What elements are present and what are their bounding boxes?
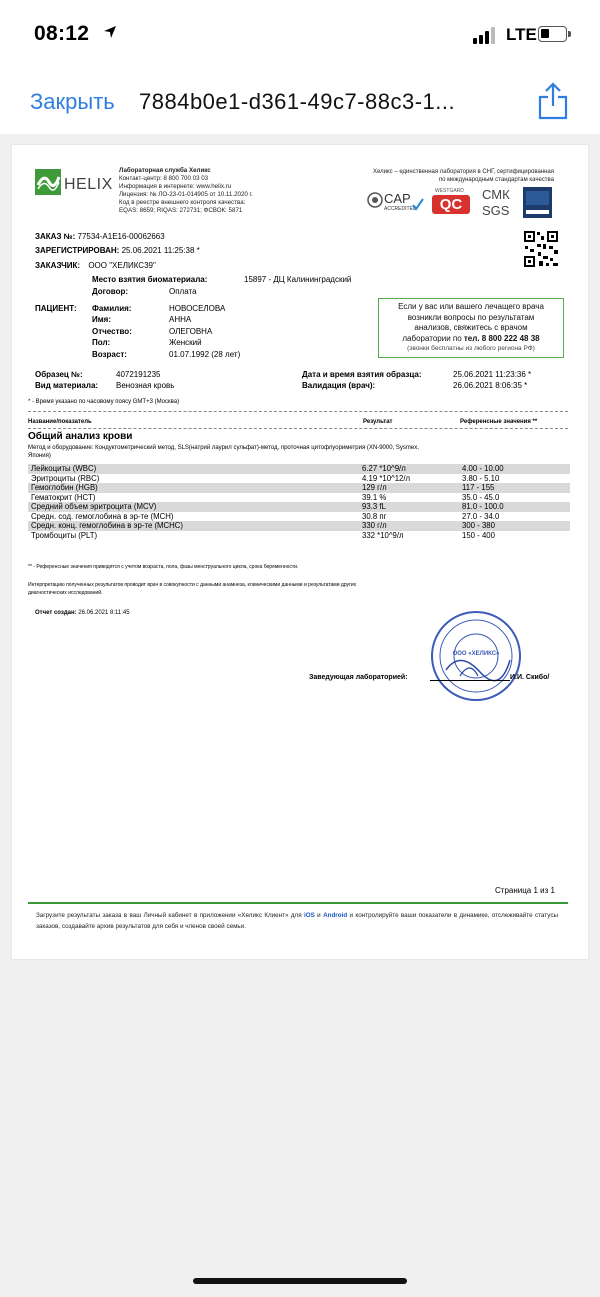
divider bbox=[28, 411, 568, 412]
contract-label: Договор: bbox=[92, 287, 129, 296]
place-value: 15897 - ДЦ Калининградский bbox=[244, 275, 352, 284]
lab-stamp bbox=[430, 610, 522, 702]
surname-value: НОВОСЕЛОВА bbox=[169, 304, 226, 313]
contract-value: Оплата bbox=[169, 287, 197, 296]
patronymic-label: Отчество: bbox=[92, 327, 132, 336]
material-label: Вид материала: bbox=[35, 381, 99, 390]
close-button[interactable]: Закрыть bbox=[30, 89, 115, 114]
table-row: Тромбоциты (PLT) 332 *10^9/л 150 - 400 bbox=[31, 530, 495, 540]
svg-text:CAP: CAP bbox=[384, 191, 411, 206]
interpretation-note: Интерпретацию полученных результатов проводит врач в совокупности с данными анамнеза, клиническими данными и результатами других bbox=[28, 582, 357, 588]
battery-cap bbox=[568, 31, 571, 37]
sample-label: Образец №: bbox=[35, 370, 83, 379]
validation-value: 26.06.2021 8:06:35 * bbox=[453, 381, 528, 390]
report-created: Отчет создан: 26.06.2021 8:11:45 bbox=[35, 610, 130, 616]
status-bar bbox=[0, 0, 600, 70]
sex-value: Женский bbox=[169, 338, 202, 347]
status-time: 08:12 bbox=[34, 22, 90, 45]
document-page bbox=[12, 145, 588, 959]
svg-text:ACCREDITED: ACCREDITED bbox=[384, 206, 417, 212]
footer-line bbox=[28, 902, 568, 904]
table-row: Средний объем эритроцита (MCV) 93.3 fL 81.0 - 100.0 bbox=[28, 502, 570, 512]
validation-label: Валидация (врач): bbox=[302, 381, 376, 390]
table-row: Средн. сод. гемоглобина в эр-те (MCH) 30.8 пг 27.0 - 34.0 bbox=[31, 511, 500, 521]
name-value: АННА bbox=[169, 315, 192, 324]
battery-icon bbox=[538, 26, 567, 42]
method-text-2: Япония) bbox=[28, 453, 51, 459]
westgard-label: WESTGARD bbox=[435, 188, 464, 194]
sex-label: Пол: bbox=[92, 338, 111, 347]
location-arrow-icon bbox=[103, 25, 117, 39]
column-result-header: Результат bbox=[363, 419, 393, 425]
cellular-signal-icon bbox=[473, 27, 497, 44]
timezone-note: * - Время указано по часовому поясу GMT+3 (Москва) bbox=[28, 399, 180, 405]
contact-notice-box: Если у вас или вашего лечащего врача возникли вопросы по результатам анализов, свяжитесь с врачом лаборатории по тел. 8 800 222 48 38 (звонки бесплатны из любого региона РФ) bbox=[378, 298, 564, 358]
name-label: Имя: bbox=[92, 315, 111, 324]
head-lab-name: И.И. Скибо/ bbox=[510, 674, 550, 681]
qc-logo: QC bbox=[432, 195, 470, 214]
certification-text: Хеликс – единственная лаборатория в СНГ, сертифицированная по международным стандартам качества bbox=[372, 169, 554, 183]
patronymic-value: ОЛЕГОВНА bbox=[169, 327, 213, 336]
brand-name: HELIX bbox=[64, 176, 113, 193]
table-row: Лейкоциты (WBC) 6.27 *10^9/л 4.00 - 10.00 bbox=[28, 464, 570, 474]
interpretation-note-2: диагностических исследований. bbox=[28, 590, 103, 596]
table-row: Гематокрит (HCT) 39.1 % 35.0 - 45.0 bbox=[31, 492, 500, 502]
section-title: Общий анализ крови bbox=[28, 431, 133, 442]
smk-logo: СМК bbox=[482, 187, 510, 202]
helix-logo bbox=[35, 167, 115, 197]
footer-text: Загрузите результаты заказа в ваш Личный кабинет в приложении «Хеликс Клиент» для iOS и Android и контролируйте ваши показатели в динамике, отслеживайте статусы заказов, создавайте архив результатов для себя и членов своей семьи. bbox=[36, 912, 558, 930]
customer: ЗАКАЗЧИК: ООО "ХЕЛИКС39" bbox=[35, 261, 156, 270]
svg-text:ООО «ХЕЛИКС»: ООО «ХЕЛИКС» bbox=[452, 651, 500, 657]
table-row: Средн. конц. гемоглобина в эр-те (MCHC) 330 г/л 300 - 380 bbox=[28, 521, 570, 531]
taken-label: Дата и время взятия образца: bbox=[302, 370, 422, 379]
results-table bbox=[28, 464, 570, 540]
signature-line bbox=[430, 680, 510, 681]
cap-accredited-logo bbox=[367, 189, 427, 215]
network-type: LTE bbox=[506, 25, 537, 44]
sample-value: 4072191235 bbox=[116, 370, 161, 379]
method-text: Метод и оборудование: Кондуктометрический метод, SLS(натрий лаурил сульфат)-метод, проточная цитофлуориметрия (XN-9000, Sysmex, bbox=[28, 445, 419, 451]
divider bbox=[28, 428, 568, 429]
registered-date: ЗАРЕГИСТРИРОВАН: 25.06.2021 11:25:38 * bbox=[35, 246, 200, 255]
qr-code-icon bbox=[523, 230, 559, 268]
reference-note: ** - Референсные значения приводятся с учетом возраста, пола, фазы менструального цикла, срока беременности. bbox=[28, 564, 299, 570]
head-lab-label: Заведующая лабораторией: bbox=[309, 674, 408, 681]
document-title: 7884b0e1-d361-49c7-88c3-1... bbox=[139, 89, 456, 114]
table-row: Гемоглобин (HGB) 129 г/л 117 - 155 bbox=[28, 483, 570, 493]
android-link: Android bbox=[323, 912, 348, 919]
surname-label: Фамилия: bbox=[92, 304, 132, 313]
certificate-badge-icon bbox=[523, 187, 552, 218]
place-label: Место взятия биоматериала: bbox=[92, 275, 208, 284]
lab-phone: тел. 8 800 222 48 38 bbox=[463, 333, 540, 343]
age-value: 01.07.1992 (28 лет) bbox=[169, 350, 241, 359]
sgs-logo: SGS bbox=[482, 203, 510, 218]
table-row: Эритроциты (RBC) 4.19 *10^12/л 3.80 - 5.10 bbox=[31, 473, 500, 483]
column-name-header: Название/показатель bbox=[28, 419, 92, 425]
ios-link: iOS bbox=[303, 912, 315, 919]
material-value: Венозная кровь bbox=[116, 381, 175, 390]
taken-value: 25.06.2021 11:23:36 * bbox=[453, 370, 532, 379]
page-number: Страница 1 из 1 bbox=[495, 886, 555, 895]
age-label: Возраст: bbox=[92, 350, 127, 359]
lab-info: Лабораторная служба Хеликс Контакт-центр: 8 800 700 03 03 Информация в интернете: www.helix.ru Лицензия: № ЛО-23-01-014905 от 10.11.2020 г. Код в реестре внешнего контроля качества: EQAS: 8659; RIQAS: 272731; ФСВОК: 5871 bbox=[119, 167, 253, 214]
home-indicator[interactable] bbox=[193, 1278, 407, 1284]
order-number: ЗАКАЗ №: 77534-A1E16-00062663 bbox=[35, 232, 165, 241]
column-ref-header: Референсные значения ** bbox=[460, 419, 538, 425]
patient-label: ПАЦИЕНТ: bbox=[35, 304, 77, 313]
share-icon[interactable] bbox=[537, 82, 569, 120]
